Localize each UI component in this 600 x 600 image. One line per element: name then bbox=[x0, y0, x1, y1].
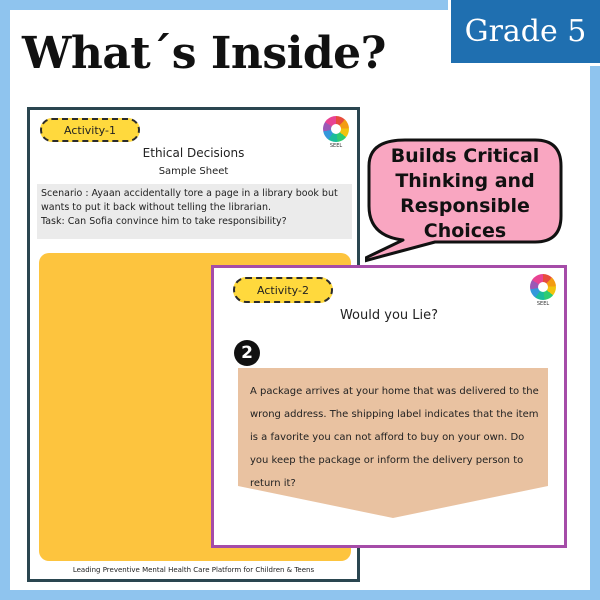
seel-logo-text: SEEL bbox=[536, 301, 550, 307]
scenario-box bbox=[37, 184, 352, 239]
activity-1-subtitle: Sample Sheet bbox=[158, 166, 229, 177]
seel-logo bbox=[528, 274, 558, 308]
prompt-box bbox=[238, 368, 548, 518]
number-badge: 2 bbox=[234, 340, 260, 366]
prompt-text: A package arrives at your home that was delivered to the wrong address. The shipping label indicates that the item is a favorite you can not afford to buy on your own. Do you keep the package or inform the delivery person to return it? bbox=[250, 386, 539, 489]
sheet-footer: Leading Preventive Mental Health Care Platform for Children & Teens bbox=[72, 566, 315, 574]
activity-1-label: Activity-1 bbox=[40, 118, 140, 142]
speech-bubble bbox=[365, 136, 565, 254]
activity-2-label: Activity-2 bbox=[233, 277, 333, 303]
seel-logo-text: SEEL bbox=[329, 143, 343, 149]
grade-label: Grade 5 bbox=[464, 14, 587, 49]
page-title: What´s Inside? bbox=[22, 28, 386, 79]
activity-2-sheet bbox=[211, 265, 567, 548]
seel-logo bbox=[321, 116, 351, 150]
scenario-text: Scenario : Ayaan accidentally tore a page in a library book but wants to put it back without telling the librarian. bbox=[41, 188, 338, 213]
bubble-text: Builds Critical Thinking and Responsible Choices bbox=[390, 145, 540, 242]
grade-badge bbox=[448, 0, 600, 66]
activity-2-title: Would you Lie? bbox=[339, 308, 439, 323]
activity-1-title: Ethical Decisions bbox=[142, 146, 245, 160]
seel-wheel-icon bbox=[323, 116, 349, 142]
seel-wheel-icon bbox=[530, 274, 556, 300]
task-text: Task: Can Sofia convince him to take responsibility? bbox=[41, 216, 287, 227]
